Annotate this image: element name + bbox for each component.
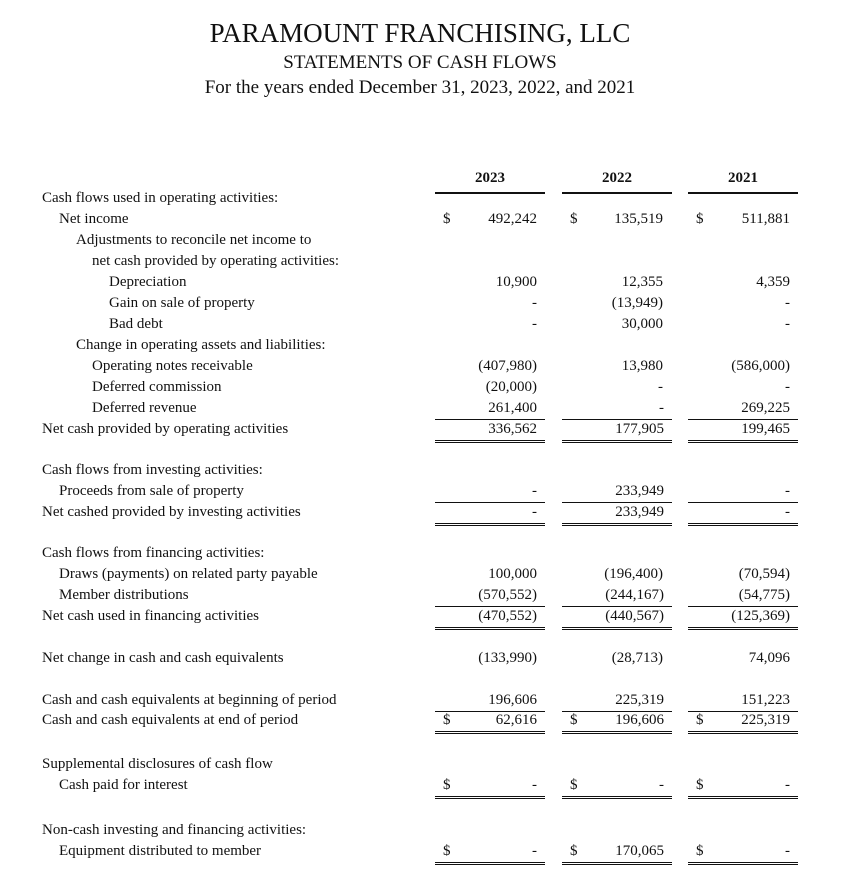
- table-row: [0, 337, 853, 357]
- value-cell: (54,775): [688, 587, 798, 607]
- row-label: Cash paid for interest: [59, 777, 188, 793]
- table-row: [0, 483, 853, 503]
- value-cell: -: [688, 843, 798, 865]
- table-row: [0, 566, 853, 586]
- row-label: Cash flows used in operating activities:: [42, 190, 279, 206]
- table-row: [0, 504, 853, 524]
- table-row: [0, 316, 853, 336]
- statement-title: STATEMENTS OF CASH FLOWS: [283, 52, 557, 73]
- value-cell: -: [785, 316, 790, 332]
- row-label: Depreciation: [109, 274, 187, 290]
- value-cell: -: [785, 295, 790, 311]
- row-label: Net change in cash and cash equivalents: [42, 650, 284, 666]
- table-row: [0, 608, 853, 628]
- row-label: net cash provided by operating activities:: [92, 253, 340, 269]
- value-cell: 233,949: [562, 504, 672, 526]
- row-label: Net cash provided by operating activities: [42, 421, 289, 437]
- row-label: Member distributions: [59, 587, 189, 603]
- table-row: [0, 822, 853, 842]
- value-cell: 13,980: [621, 358, 663, 374]
- value-cell: 196,606: [435, 692, 545, 712]
- row-label: Supplemental disclosures of cash flow: [42, 756, 273, 772]
- table-row: [0, 462, 853, 482]
- table-row: [0, 777, 853, 797]
- value-cell: 170,065: [562, 843, 672, 865]
- table-row: [0, 232, 853, 252]
- currency-symbol: $: [570, 777, 578, 793]
- value-cell: 199,465: [688, 421, 798, 443]
- value-cell: (586,000): [731, 358, 790, 374]
- row-label: Draws (payments) on related party payable: [59, 566, 318, 582]
- row-label: Net cashed provided by investing activities: [42, 504, 301, 520]
- value-cell: (440,567): [562, 608, 672, 630]
- table-row: [0, 295, 853, 315]
- value-cell: -: [688, 483, 798, 503]
- currency-symbol: $: [696, 712, 704, 728]
- row-label: Cash flows from investing activities:: [42, 462, 263, 478]
- value-cell: 261,400: [435, 400, 545, 420]
- currency-symbol: $: [443, 712, 451, 728]
- table-row: [0, 756, 853, 776]
- table-row: [0, 379, 853, 399]
- table-row: [0, 545, 853, 565]
- value-cell: 177,905: [562, 421, 672, 443]
- value-cell: 269,225: [688, 400, 798, 420]
- row-label: Cash and cash equivalents at end of period: [42, 712, 299, 728]
- table-row: [0, 421, 853, 441]
- currency-symbol: $: [570, 843, 578, 859]
- value-cell: -: [435, 483, 545, 503]
- value-cell: 135,519: [614, 211, 663, 227]
- value-cell: (570,552): [435, 587, 545, 607]
- value-cell: 151,223: [688, 692, 798, 712]
- table-row: [0, 843, 853, 863]
- value-cell: 225,319: [688, 712, 798, 734]
- currency-symbol: $: [696, 211, 704, 227]
- value-cell: (28,713): [611, 650, 663, 666]
- table-row: [0, 650, 853, 670]
- row-label: Change in operating assets and liabilities:: [76, 337, 326, 353]
- value-cell: 233,949: [562, 483, 672, 503]
- table-row: [0, 358, 853, 378]
- value-cell: 511,881: [741, 211, 790, 227]
- currency-symbol: $: [443, 777, 451, 793]
- value-cell: (470,552): [435, 608, 545, 630]
- value-cell: -: [658, 379, 663, 395]
- row-label: Net income: [59, 211, 129, 227]
- value-cell: 225,319: [562, 692, 672, 712]
- row-label: Gain on sale of property: [109, 295, 255, 311]
- value-cell: (20,000): [485, 379, 537, 395]
- value-cell: -: [688, 777, 798, 799]
- row-label: Net cash used in financing activities: [42, 608, 260, 624]
- table-row: [0, 253, 853, 273]
- currency-symbol: $: [570, 211, 578, 227]
- row-label: Cash and cash equivalents at beginning of period: [42, 692, 337, 708]
- table-row: [0, 712, 853, 732]
- currency-symbol: $: [696, 843, 704, 859]
- value-cell: -: [435, 843, 545, 865]
- currency-symbol: $: [696, 777, 704, 793]
- table-row: [0, 400, 853, 420]
- value-cell: -: [688, 504, 798, 526]
- value-cell: 62,616: [435, 712, 545, 734]
- table-row: [0, 587, 853, 607]
- statement-period: For the years ended December 31, 2023, 2022, and 2021: [204, 77, 636, 98]
- value-cell: -: [785, 379, 790, 395]
- table-row: [0, 190, 853, 210]
- value-cell: -: [562, 400, 672, 420]
- row-label: Adjustments to reconcile net income to: [76, 232, 312, 248]
- currency-symbol: $: [443, 211, 451, 227]
- value-cell: 100,000: [488, 566, 537, 582]
- value-cell: (196,400): [604, 566, 663, 582]
- year-header-2022: 2022: [562, 170, 672, 194]
- value-cell: -: [435, 777, 545, 799]
- value-cell: 74,096: [748, 650, 790, 666]
- row-label: Deferred commission: [92, 379, 222, 395]
- currency-symbol: $: [443, 843, 451, 859]
- value-cell: -: [562, 777, 672, 799]
- value-cell: 492,242: [488, 211, 537, 227]
- value-cell: 336,562: [435, 421, 545, 443]
- value-cell: (70,594): [738, 566, 790, 582]
- table-row: [0, 274, 853, 294]
- value-cell: -: [532, 295, 537, 311]
- value-cell: (407,980): [478, 358, 537, 374]
- value-cell: 4,359: [756, 274, 790, 290]
- row-label: Non-cash investing and financing activities:: [42, 822, 307, 838]
- value-cell: (125,369): [688, 608, 798, 630]
- value-cell: (244,167): [562, 587, 672, 607]
- year-header-2023: 2023: [435, 170, 545, 194]
- currency-symbol: $: [570, 712, 578, 728]
- value-cell: (133,990): [478, 650, 537, 666]
- row-label: Bad debt: [109, 316, 163, 332]
- value-cell: -: [532, 316, 537, 332]
- year-header-2021: 2021: [688, 170, 798, 194]
- table-row: [0, 692, 853, 712]
- row-label: Cash flows from financing activities:: [42, 545, 265, 561]
- value-cell: -: [435, 504, 545, 526]
- company-name: PARAMOUNT FRANCHISING, LLC: [209, 18, 631, 48]
- value-cell: 10,900: [495, 274, 537, 290]
- table-row: [0, 211, 853, 231]
- value-cell: (13,949): [611, 295, 663, 311]
- value-cell: 30,000: [621, 316, 663, 332]
- value-cell: 12,355: [621, 274, 663, 290]
- value-cell: 196,606: [562, 712, 672, 734]
- row-label: Proceeds from sale of property: [59, 483, 244, 499]
- row-label: Equipment distributed to member: [59, 843, 262, 859]
- row-label: Operating notes receivable: [92, 358, 253, 374]
- row-label: Deferred revenue: [92, 400, 197, 416]
